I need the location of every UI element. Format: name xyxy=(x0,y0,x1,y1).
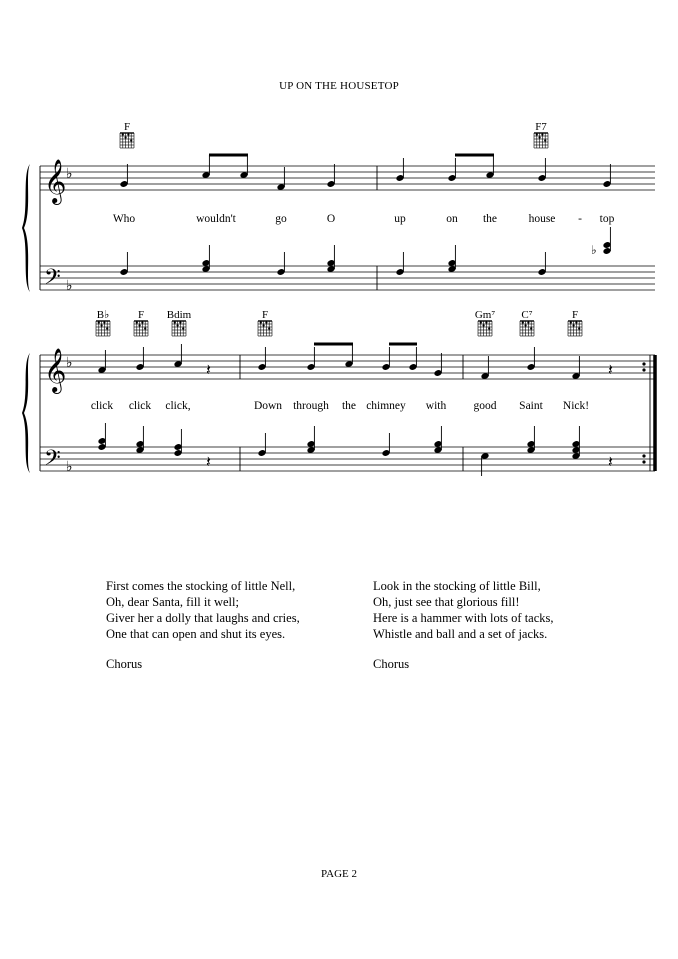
chord-diagram-dot xyxy=(522,321,524,323)
verse-line: Look in the stocking of little Bill, xyxy=(373,579,541,593)
chord-diagram-dot xyxy=(570,321,572,323)
lyric-syllable: Nick! xyxy=(562,400,590,412)
chord-diagram-dot xyxy=(480,321,482,323)
lyric-syllable: the xyxy=(341,400,357,412)
chord-diagram-dot xyxy=(541,133,543,135)
chord-diagram-dot xyxy=(174,321,176,323)
lyric-syllable: house xyxy=(528,213,556,225)
chord-diagram-dot xyxy=(268,327,270,329)
verse-left xyxy=(106,578,300,672)
chord-diagram-dot xyxy=(536,133,538,135)
song-title: UP ON THE HOUSETOP xyxy=(279,80,399,92)
chord-diagram-dot xyxy=(265,321,267,323)
chord-diagram-dot xyxy=(179,321,181,323)
repeat-dot xyxy=(642,362,645,365)
chord-diagram-dot xyxy=(575,321,577,323)
quarter-rest: 𝄽 xyxy=(608,452,613,471)
lyric-syllable: Down xyxy=(253,400,283,412)
chord-diagram-dot xyxy=(125,136,127,138)
chord-diagram-dot xyxy=(139,324,141,326)
verse-line: Oh, just see that glorious fill! xyxy=(373,595,520,609)
brace xyxy=(22,353,30,473)
lyric-syllable: on xyxy=(446,213,458,225)
flat-accidental-icon: ♭ xyxy=(591,243,597,257)
treble-clef-icon: 𝄞 xyxy=(44,159,67,203)
lyric-syllable: click xyxy=(128,400,152,412)
quarter-rest: 𝄽 xyxy=(608,360,613,379)
quarter-rest: 𝄽 xyxy=(206,452,211,471)
chord-symbol: Gm⁷ xyxy=(474,309,496,321)
chord-diagram-dot xyxy=(544,139,546,141)
chord-diagram-dot xyxy=(525,324,527,326)
verse-line: Here is a hammer with lots of tacks, xyxy=(373,611,554,625)
lyric-syllable: good xyxy=(473,400,497,412)
chord-diagram-dot xyxy=(103,321,105,323)
flat-key-signature-icon: ♭ xyxy=(66,278,73,294)
chord-symbol: F xyxy=(137,309,145,321)
chorus-label: Chorus xyxy=(106,657,143,671)
chord-symbols xyxy=(96,121,582,336)
flat-key-signature-icon: ♭ xyxy=(66,355,73,371)
chord-symbol: F xyxy=(123,121,131,133)
chord-diagram-dot xyxy=(527,321,529,323)
chorus-label: Chorus xyxy=(373,657,410,671)
repeat-dot xyxy=(642,460,645,463)
chord-diagram-dot xyxy=(122,133,124,135)
lyric-syllable: top xyxy=(599,213,615,225)
flat-key-signature-icon: ♭ xyxy=(66,459,73,475)
chord-symbol: F xyxy=(571,309,579,321)
lyric-syllable: click, xyxy=(165,400,191,412)
chord-diagram-dot xyxy=(101,324,103,326)
bass-clef-icon: 𝄢 xyxy=(44,446,61,476)
chord-diagram-dot xyxy=(539,136,541,138)
page-number: PAGE 2 xyxy=(321,868,357,880)
chord-diagram-dot xyxy=(485,321,487,323)
chord-symbol: F7 xyxy=(535,121,547,133)
chord-diagram-dot xyxy=(578,327,580,329)
brace xyxy=(22,164,30,292)
lyric-syllable: O xyxy=(326,213,336,225)
lyric-syllable: click xyxy=(90,400,114,412)
verse-line: First comes the stocking of little Nell, xyxy=(106,579,296,593)
lyric-syllable: through xyxy=(293,400,329,412)
chord-diagram-dot xyxy=(141,321,143,323)
lyric-syllable: Who xyxy=(112,213,136,225)
chord-symbol: B♭ xyxy=(96,309,110,321)
lyric-syllable: chimney xyxy=(366,400,406,412)
chord-diagram-dot xyxy=(573,324,575,326)
chord-symbol: Bdim xyxy=(166,309,192,321)
chord-diagram-dot xyxy=(130,139,132,141)
flat-key-signature-icon: ♭ xyxy=(66,166,73,182)
lyric-syllable: go xyxy=(275,213,287,225)
repeat-dot xyxy=(642,454,645,457)
chord-diagram-dot xyxy=(260,321,262,323)
chord-symbol: F xyxy=(261,309,269,321)
treble-clef-icon: 𝄞 xyxy=(44,348,67,392)
lyric-syllable: Saint xyxy=(519,400,543,412)
lyric-syllable: with xyxy=(425,400,447,412)
chord-diagram-dot xyxy=(106,327,108,329)
chord-diagram-dot xyxy=(488,327,490,329)
chord-diagram-dot xyxy=(136,321,138,323)
verse-line: One that can open and shut its eyes. xyxy=(106,627,286,641)
verse-line: Oh, dear Santa, fill it well; xyxy=(106,595,239,609)
chord-diagram-dot xyxy=(144,327,146,329)
chord-diagram-dot xyxy=(182,327,184,329)
chord-diagram-dot xyxy=(263,324,265,326)
staves xyxy=(22,159,655,476)
verse-right xyxy=(373,578,554,672)
repeat-dot xyxy=(642,368,645,371)
chord-symbol: C⁷ xyxy=(521,309,533,321)
verse-line: Giver her a dolly that laughs and cries, xyxy=(106,611,300,625)
lyric-syllable: the xyxy=(482,213,498,225)
chord-diagram-dot xyxy=(530,327,532,329)
chord-diagram-dot xyxy=(127,133,129,135)
lyric-syllable: up xyxy=(394,213,406,225)
lyric-syllable: wouldn't xyxy=(196,213,236,225)
chord-diagram-dot xyxy=(483,324,485,326)
quarter-rest: 𝄽 xyxy=(206,360,211,379)
bass-clef-icon: 𝄢 xyxy=(44,265,61,295)
lyric-syllable: - xyxy=(578,213,582,225)
chord-diagram-dot xyxy=(177,324,179,326)
chord-diagram-dot xyxy=(98,321,100,323)
verse-line: Whistle and ball and a set of jacks. xyxy=(373,627,548,641)
